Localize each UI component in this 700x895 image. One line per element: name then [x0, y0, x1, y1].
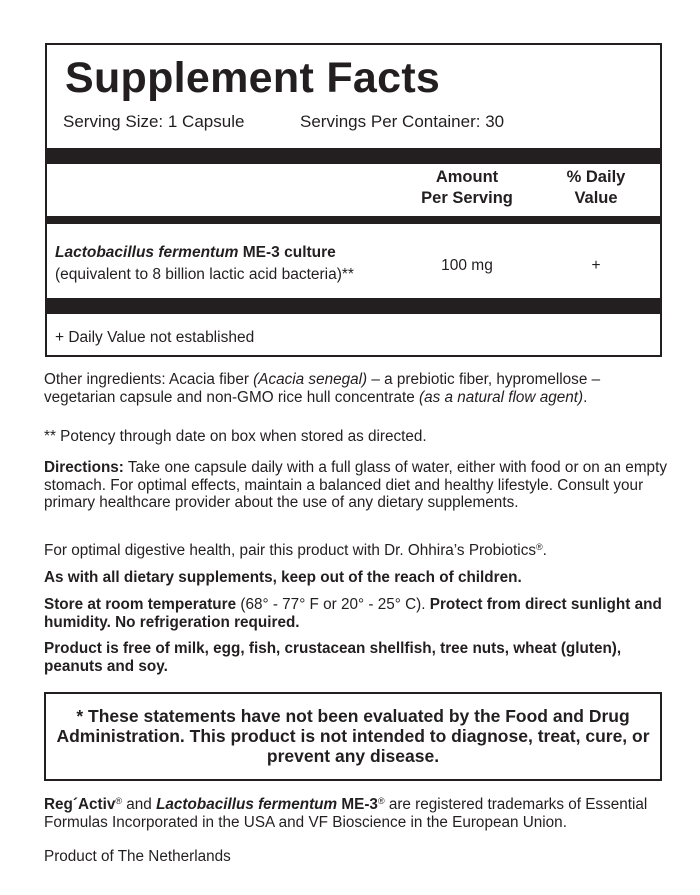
pairing-note: For optimal digestive health, pair this product with Dr. Ohhira’s Probiotics®.: [44, 542, 547, 559]
fda-disclaimer: * These statements have not been evaluated by the Food and Drug Administration. This product is not intended to diagnose, treat, cure, or prevent any disease.: [56, 706, 650, 766]
allergen-statement: Product is free of milk, egg, fish, crustacean shellfish, tree nuts, wheat (gluten), peanuts and soy.: [44, 640, 622, 675]
daily-value-footnote: + Daily Value not established: [55, 329, 255, 346]
column-header-daily-value: % Daily Value: [566, 168, 626, 207]
fda-disclaimer-box: [44, 692, 662, 781]
medium-divider: [47, 216, 660, 224]
supplement-facts-panel: [45, 43, 662, 357]
ingredient-amount: 100 mg: [441, 257, 493, 274]
ingredient-equivalent: (equivalent to 8 billion lactic acid bacteria)**: [55, 266, 354, 283]
trademark-notice: Reg´Activ® and Lactobacillus fermentum ME-3® are registered trademarks of Essential Formulas Incorporated in the USA and VF Bioscience in the European Union.: [44, 796, 648, 831]
servings-per-container: Servings Per Container: 30: [300, 112, 505, 131]
column-header-amount: Amount Per Serving: [421, 168, 513, 207]
ingredient-daily-value: +: [591, 257, 601, 274]
country-of-origin: Product of The Netherlands: [44, 848, 231, 865]
potency-note: ** Potency through date on box when stored as directed.: [44, 428, 427, 445]
panel-title: Supplement Facts: [65, 54, 441, 102]
thick-divider: [47, 298, 660, 314]
serving-size: Serving Size: 1 Capsule: [63, 112, 245, 131]
children-warning: As with all dietary supplements, keep out of the reach of children.: [44, 569, 522, 586]
directions: Directions: Take one capsule daily with a full glass of water, either with food or on an empty stomach. For optimal effects, maintain a balanced diet and healthy lifestyle. Consult your primary healthcare provider about the use of any dietary supplements.: [44, 459, 667, 511]
thick-divider: [47, 148, 660, 164]
storage-instructions: Store at room temperature (68° - 77° F or 20° - 25° C). Protect from direct sunlight and humidity. No refrigeration required.: [44, 596, 662, 631]
ingredient-name: Lactobacillus fermentum ME-3 culture: [55, 244, 336, 261]
other-ingredients: Other ingredients: Acacia fiber (Acacia senegal) – a prebiotic fiber, hypromellose – vegetarian capsule and non-GMO rice hull concentrate (as a natural flow agent).: [44, 371, 601, 406]
